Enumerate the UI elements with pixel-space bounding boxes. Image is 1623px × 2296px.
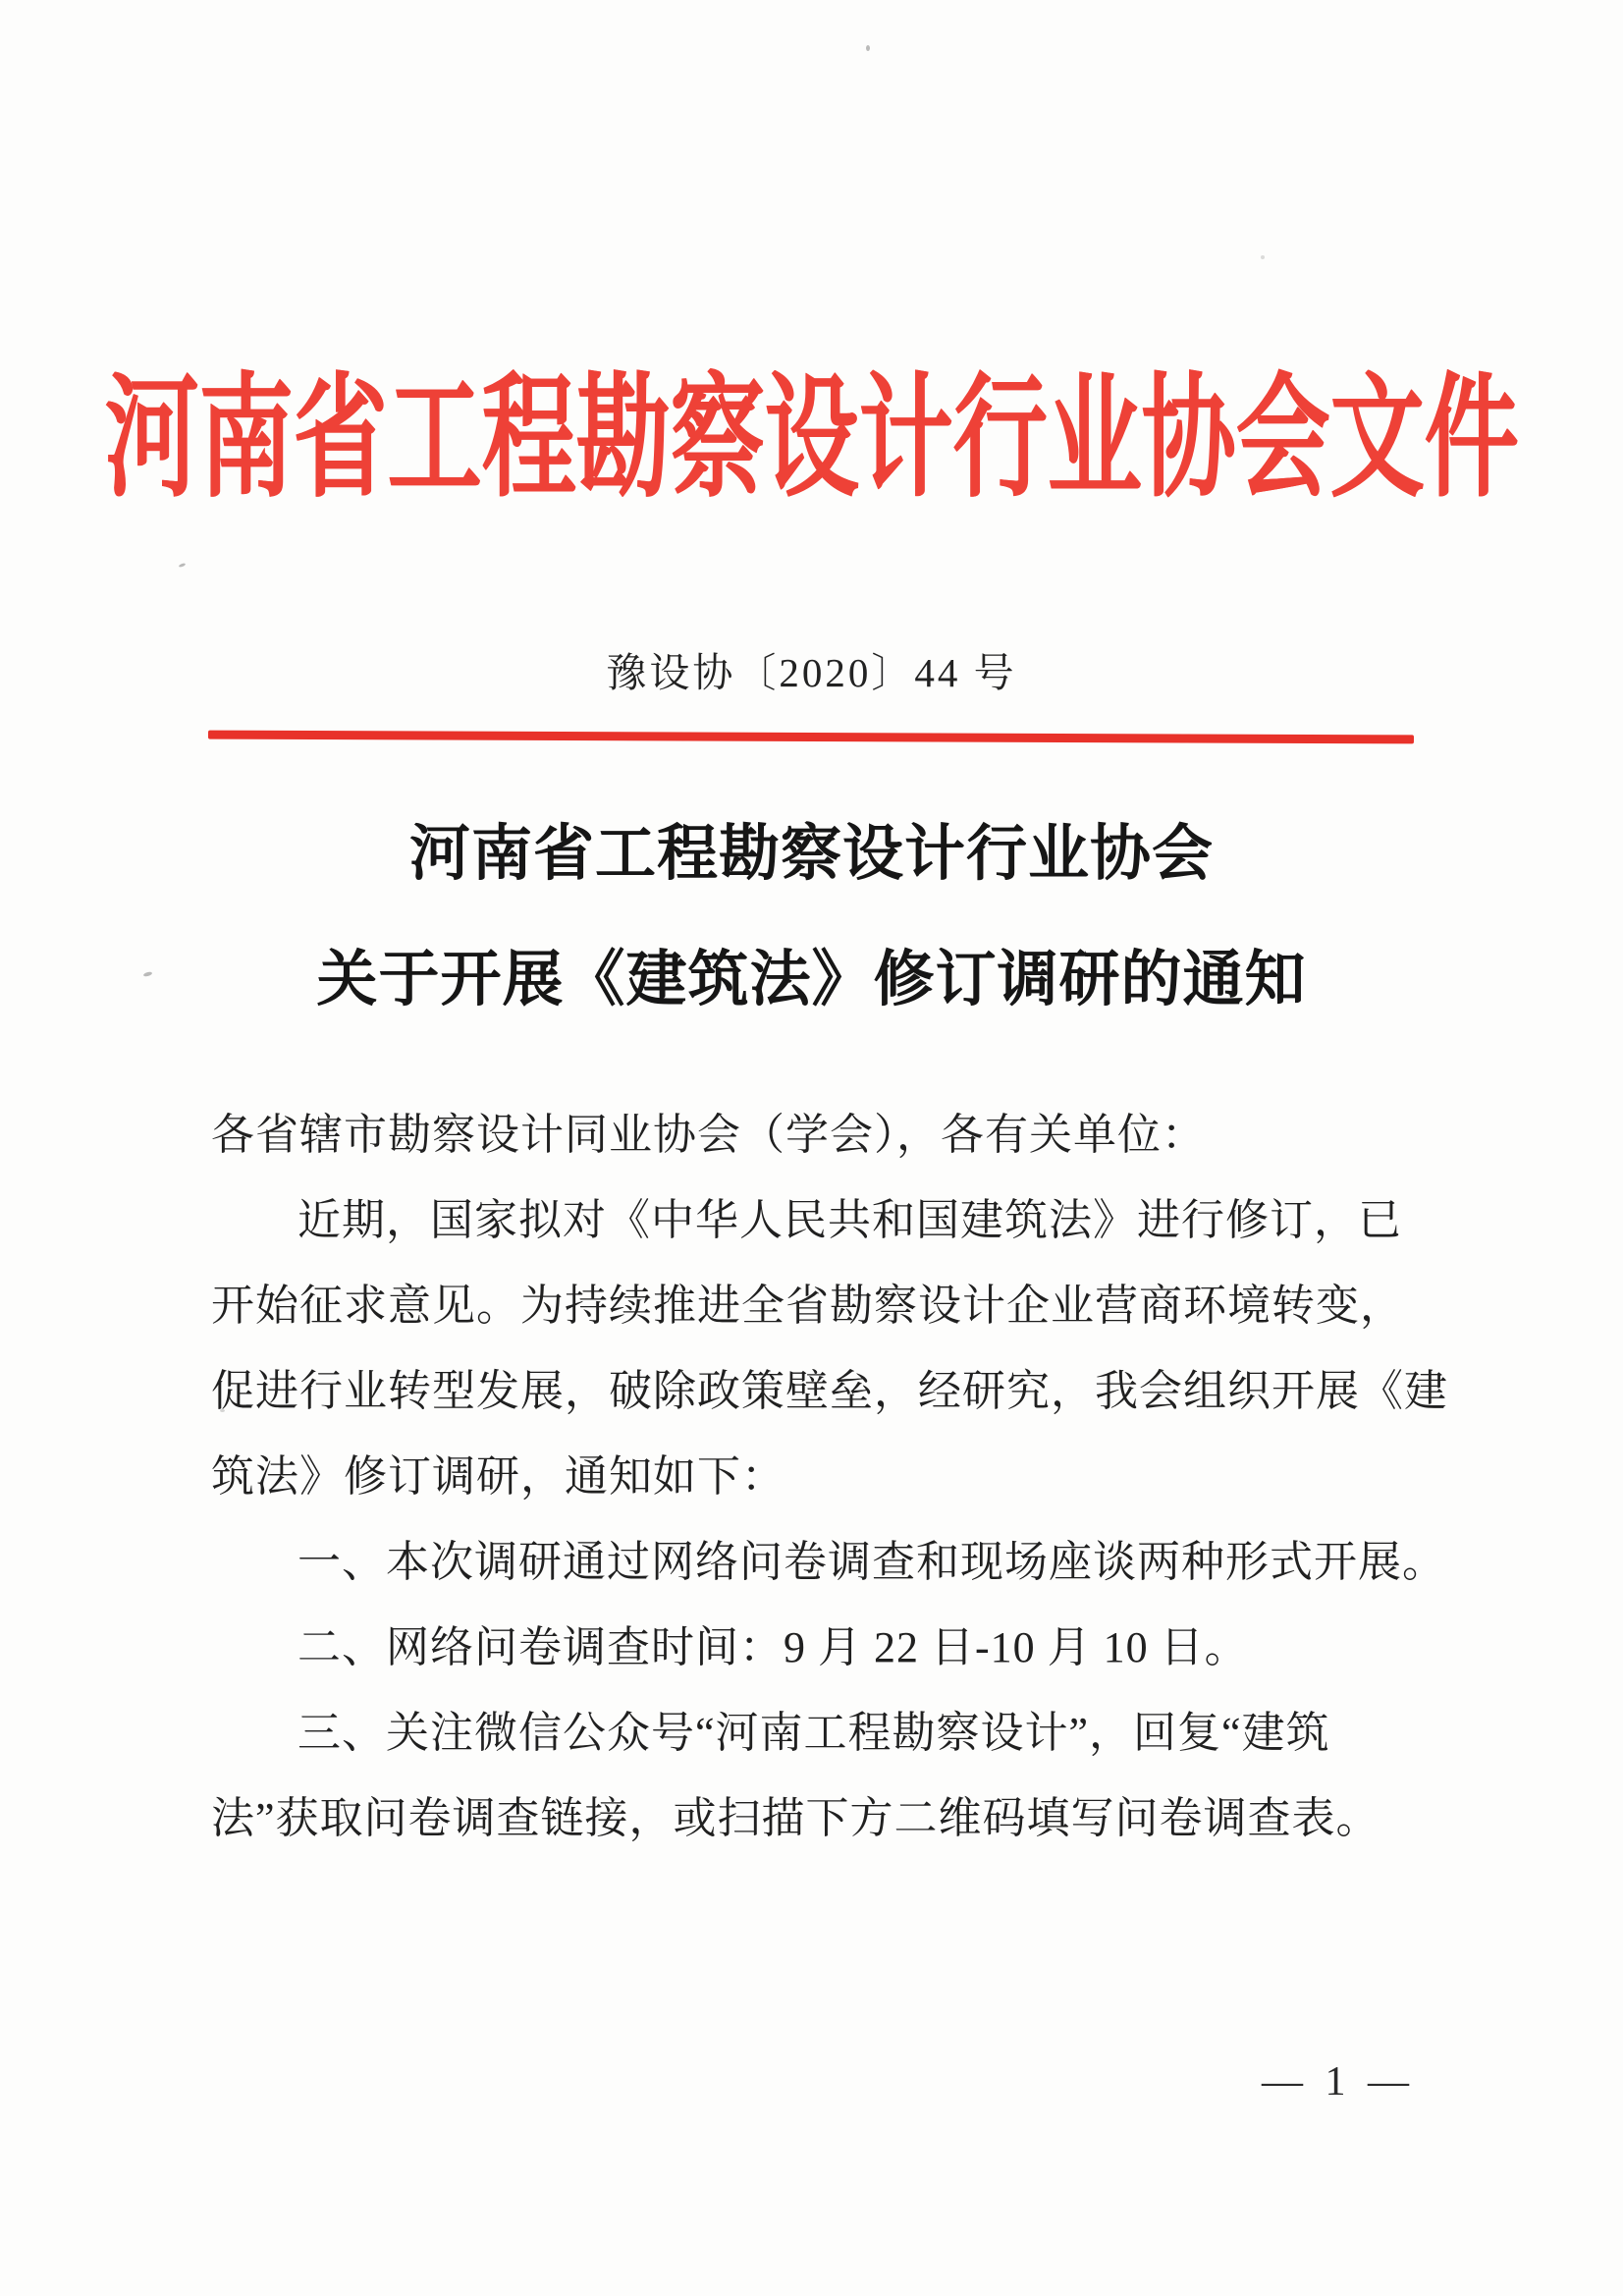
body-line: 近期，国家拟对《中华人民共和国建筑法》进行修订，已: [298, 1196, 1402, 1244]
notice-title-line1: 河南省工程勘察设计行业协会: [408, 821, 1214, 888]
notice-title-line2: 关于开展《建筑法》修订调研的通知: [316, 947, 1307, 1013]
notice-body: [211, 1092, 1458, 1861]
body-line: 筑法》修订调研，通知如下：: [211, 1452, 785, 1501]
scan-speck: [179, 563, 187, 568]
scan-speck: [220, 1409, 225, 1412]
body-line: 促进行业转型发展，破除政策壁垒，经研究，我会组织开展《建: [211, 1367, 1448, 1415]
notice-title: [0, 792, 1623, 1043]
body-line: 开始征求意见。为持续推进全省勘察设计企业营商环境转变，: [211, 1282, 1404, 1330]
page-number: — 1 —: [1262, 2059, 1415, 2105]
scan-speck: [1261, 255, 1265, 259]
body-line: 三、关注微信公众号“河南工程勘察设计”，回复“建筑: [298, 1709, 1330, 1757]
letterhead-title: 河南省工程勘察设计行业协会文件: [104, 363, 1519, 514]
body-line: 二、网络问卷调查时间：9 月 22 日-10 月 10 日。: [298, 1623, 1249, 1671]
red-separator-line: [208, 731, 1414, 744]
body-line: 法”获取问卷调查链接，或扫描下方二维码填写问卷调查表。: [211, 1794, 1380, 1842]
scan-speck: [866, 45, 870, 51]
body-line: 一、本次调研通过网络问卷调查和现场座谈两种形式开展。: [298, 1538, 1446, 1586]
doc-number: 豫设协〔2020〕44 号: [606, 650, 1017, 695]
body-line: 各省辖市勘察设计同业协会（学会），各有关单位：: [211, 1111, 1206, 1159]
